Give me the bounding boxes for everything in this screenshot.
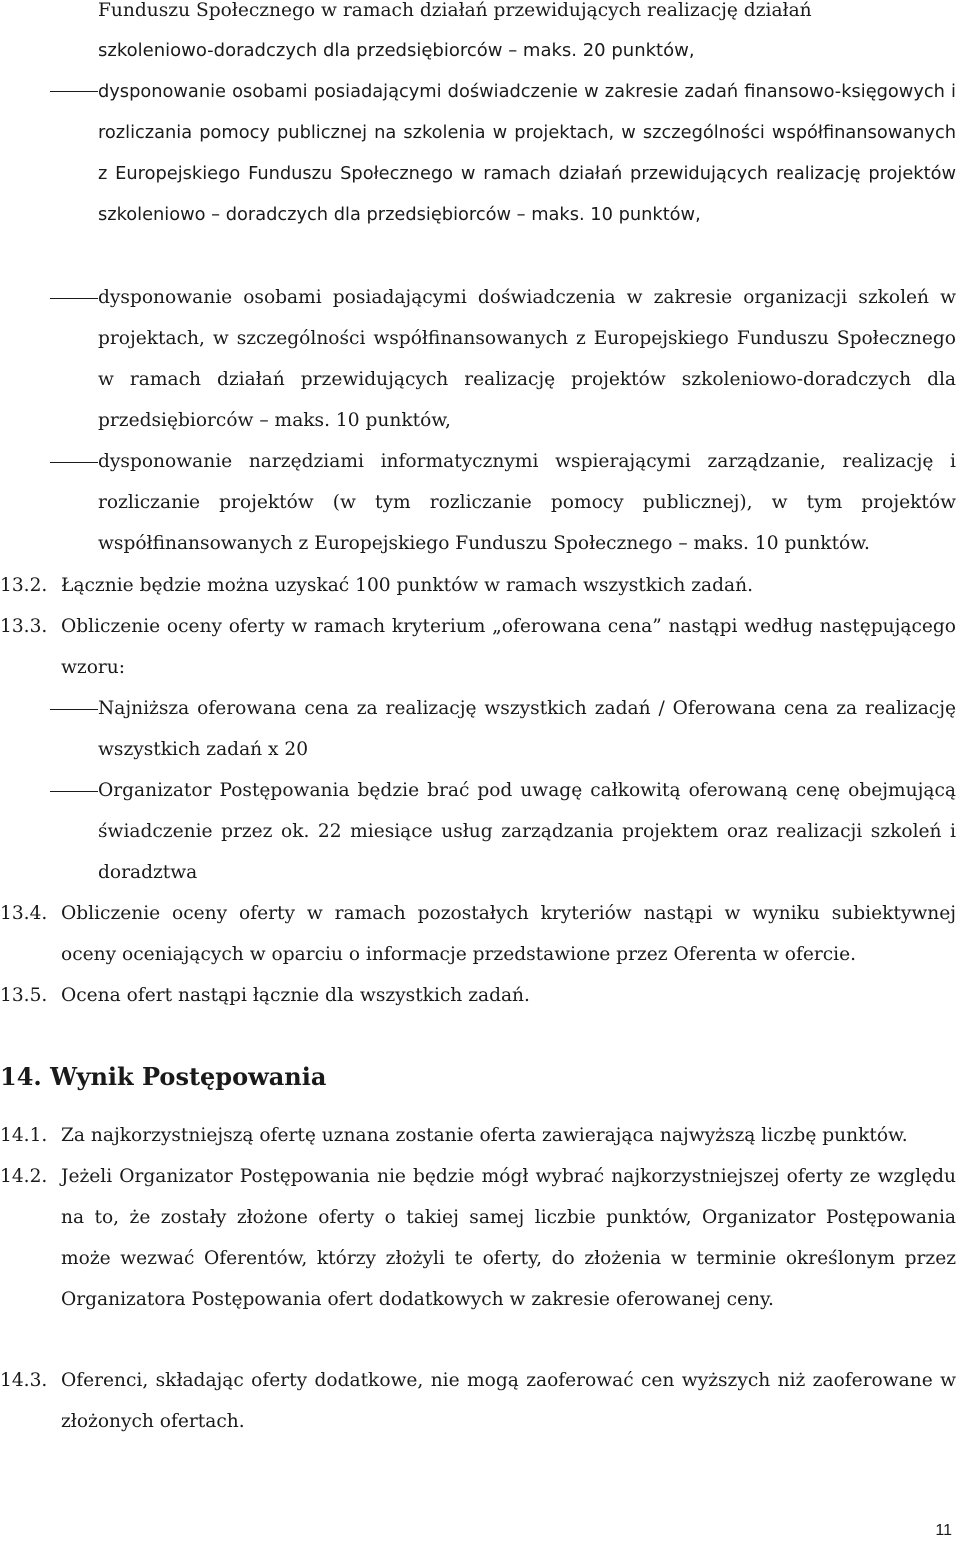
item-number: 13.2. (0, 575, 48, 596)
item-number: 13.3. (0, 616, 48, 637)
bullet-dash (50, 298, 98, 299)
bullet-item-finance: dysponowanie osobami posiadającymi doświadczenie w zakresie zadań finansowo-księgowych i rozliczania pomocy publicznej na szkolenia w projektach, w szczególności współfinansowanych z Europejskiego Funduszu Społecznego w ramach działań przewidujących realizację projektów szkoleniowo – doradczych dla przedsiębiorców – maks. 10 punktów, (98, 81, 956, 225)
paragraph-continuation-line2: szkoleniowo-doradczych dla przedsiębiorców – maks. 20 punktów, (98, 40, 695, 61)
item-number: 14.2. (0, 1166, 48, 1187)
formula-bullet-lowest-price: Najniższa oferowana cena za realizację wszystkich zadań / Oferowana cena za realizację wszystkich zadań x 20 (98, 698, 956, 760)
item-14-2-text: Jeżeli Organizator Postępowania nie będzie mógł wybrać najkorzystniejszej oferty ze względu na to, że zostały złożone oferty o takiej samej liczbie punktów, Organizator Postępowania może wezwać Oferentów, którzy złożyli te oferty, do złożenia w terminie określonym przez Organizatora Postępowania ofert dodatkowych w zakresie oferowanej ceny. (61, 1166, 956, 1310)
item-13-4-text: Obliczenie oceny oferty w ramach pozostałych kryteriów nastąpi w wyniku subiektywnej oceny oceniających w oparciu o informacje przedstawione przez Oferenta w ofercie. (61, 903, 956, 965)
bullet-dash (50, 709, 98, 710)
paragraph-continuation-line1: Funduszu Społecznego w ramach działań przewidujących realizację działań (98, 0, 812, 21)
item-number: 13.4. (0, 903, 48, 924)
item-number: 14.3. (0, 1370, 48, 1391)
item-14-1-text: Za najkorzystniejszą ofertę uznana zostanie oferta zawierająca najwyższą liczbę punktów. (61, 1125, 908, 1146)
item-13-2-text: Łącznie będzie można uzyskać 100 punktów w ramach wszystkich zadań. (61, 575, 753, 596)
formula-bullet-total-price: Organizator Postępowania będzie brać pod uwagę całkowitą oferowaną cenę obejmującą świadczenie przez ok. 22 miesiące usług zarządzania projektem oraz realizacji szkoleń i doradztwa (98, 780, 956, 883)
item-13-3-text: Obliczenie oceny oferty w ramach kryterium „oferowana cena” nastąpi według następującego wzoru: (61, 616, 956, 678)
item-number: 14.1. (0, 1125, 48, 1146)
bullet-dash (50, 462, 98, 463)
item-14-3-text: Oferenci, składając oferty dodatkowe, nie mogą zaoferować cen wyższych niż zaoferowane w złożonych ofertach. (61, 1370, 956, 1432)
page-number: 11 (935, 1522, 952, 1539)
bullet-dash (50, 791, 98, 792)
item-13-5-text: Ocena ofert nastąpi łącznie dla wszystkich zadań. (61, 985, 530, 1006)
bullet-dash (50, 91, 98, 92)
bullet-item-training: dysponowanie osobami posiadającymi doświadczenia w zakresie organizacji szkoleń w projektach, w szczególności współfinansowanych z Europejskiego Funduszu Społecznego w ramach działań przewidujących realizację projektów szkoleniowo-doradczych dla przedsiębiorców – maks. 10 punktów, (98, 287, 956, 431)
item-number: 13.5. (0, 985, 48, 1006)
section-heading: 14. Wynik Postępowania (0, 1062, 327, 1091)
bullet-item-it-tools: dysponowanie narzędziami informatycznymi wspierającymi zarządzanie, realizację i rozliczanie projektów (w tym rozliczanie pomocy publicznej), w tym projektów współfinansowanych z Europejskiego Funduszu Społecznego – maks. 10 punktów. (98, 451, 956, 554)
